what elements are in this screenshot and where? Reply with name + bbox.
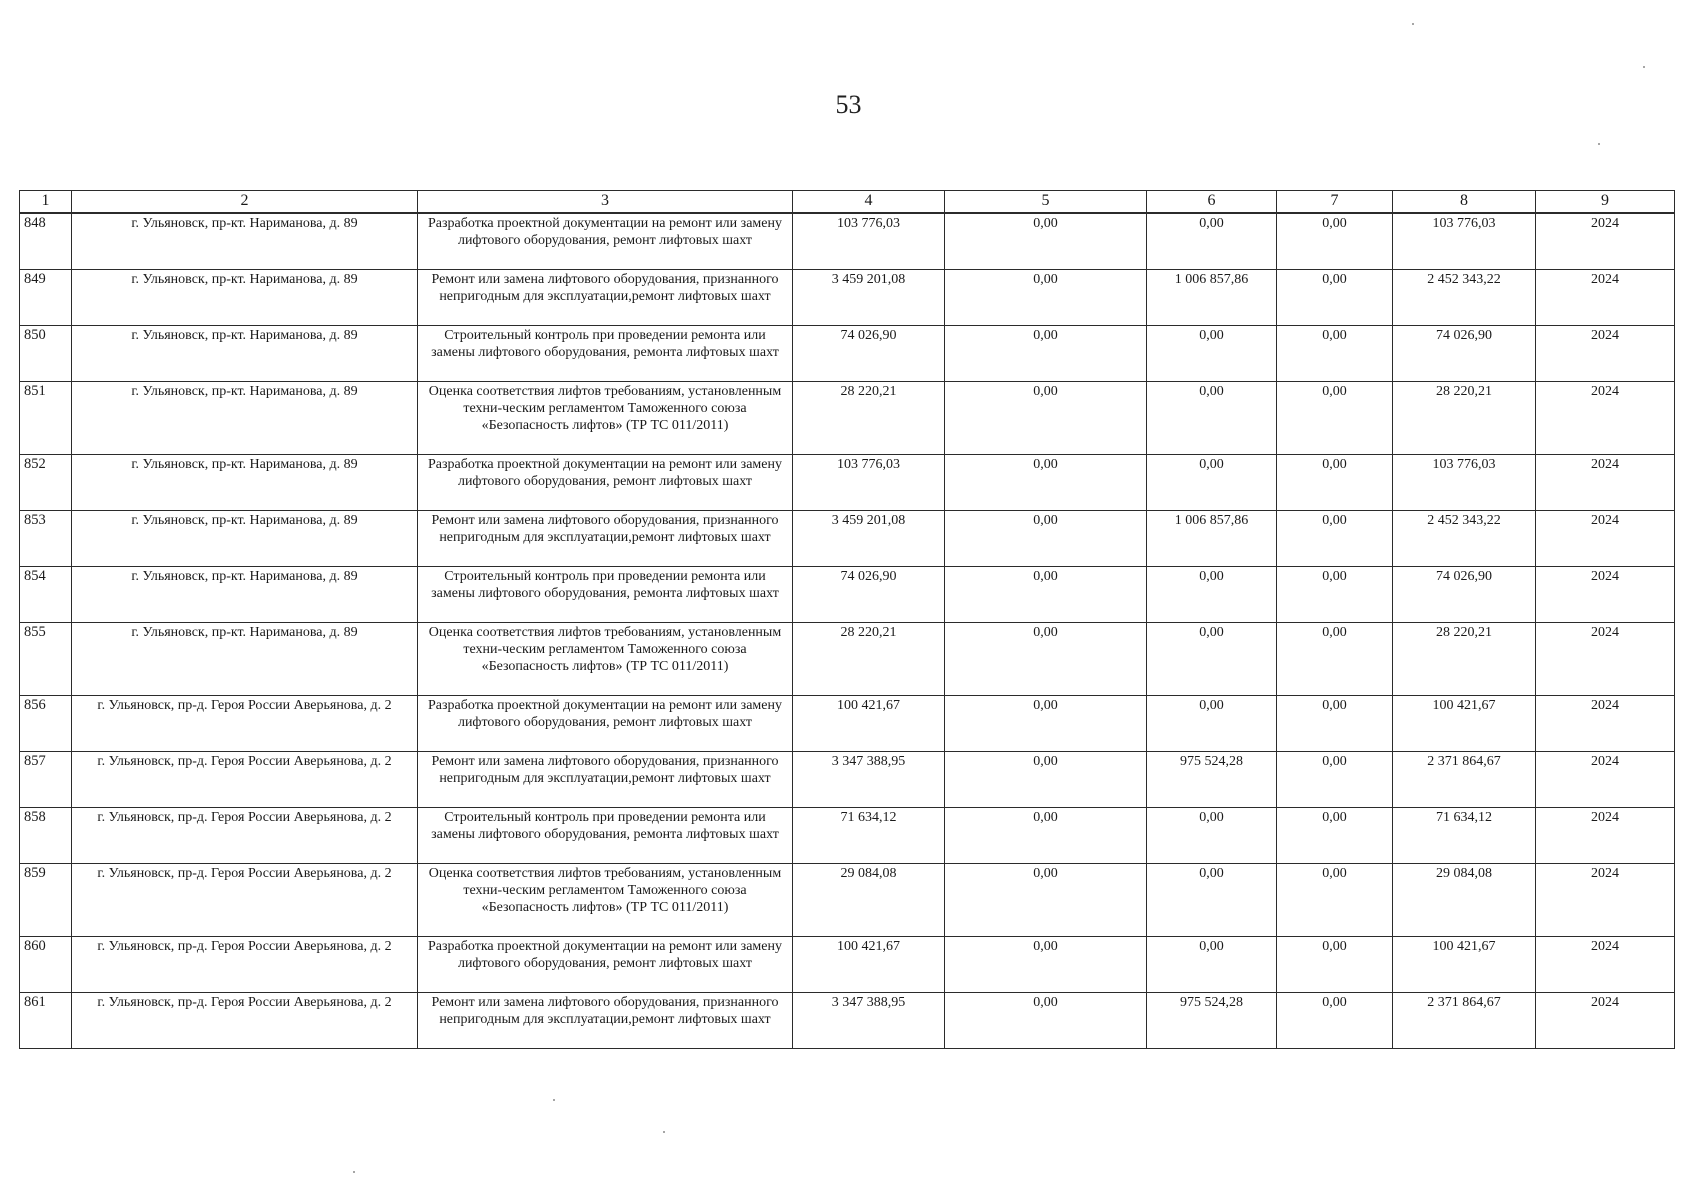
row-number: 853 [20, 511, 72, 567]
column-6-value-cell: 0,00 [1147, 623, 1277, 696]
column-7-value-cell: 0,00 [1277, 623, 1393, 696]
column-8-value-cell: 28 220,21 [1393, 623, 1536, 696]
column-8-value-cell: 2 371 864,67 [1393, 752, 1536, 808]
year-cell: 2024 [1536, 382, 1675, 455]
row-number: 851 [20, 382, 72, 455]
column-8-value-cell: 74 026,90 [1393, 326, 1536, 382]
scan-speck [1643, 66, 1645, 68]
column-6-value-cell: 0,00 [1147, 326, 1277, 382]
address-cell: г. Ульяновск, пр-кт. Нариманова, д. 89 [72, 567, 418, 623]
column-7-value-cell: 0,00 [1277, 326, 1393, 382]
work-type-cell: Оценка соответствия лифтов требованиям, установленным техни-ческим регламентом Таможенного союза «Безопасность лифтов» (ТР ТС 011/2011) [418, 864, 793, 937]
work-type-cell: Оценка соответствия лифтов требованиям, установленным техни-ческим регламентом Таможенного союза «Безопасность лифтов» (ТР ТС 011/2011) [418, 623, 793, 696]
column-5-value-cell: 0,00 [945, 808, 1147, 864]
year-cell: 2024 [1536, 752, 1675, 808]
column-5-value-cell: 0,00 [945, 567, 1147, 623]
row-number: 859 [20, 864, 72, 937]
column-8-value-cell: 2 452 343,22 [1393, 270, 1536, 326]
column-8-value-cell: 100 421,67 [1393, 937, 1536, 993]
column-5-value-cell: 0,00 [945, 993, 1147, 1049]
column-number-6: 6 [1147, 191, 1277, 214]
address-cell: г. Ульяновск, пр-кт. Нариманова, д. 89 [72, 382, 418, 455]
year-cell: 2024 [1536, 270, 1675, 326]
column-7-value-cell: 0,00 [1277, 752, 1393, 808]
column-number-row [20, 191, 1675, 214]
column-8-value-cell: 28 220,21 [1393, 382, 1536, 455]
address-cell: г. Ульяновск, пр-д. Героя России Аверьянова, д. 2 [72, 937, 418, 993]
column-number-7: 7 [1277, 191, 1393, 214]
column-7-value-cell: 0,00 [1277, 270, 1393, 326]
work-type-cell: Разработка проектной документации на ремонт или замену лифтового оборудования, ремонт лифтовых шахт [418, 696, 793, 752]
scan-speck [1412, 23, 1414, 25]
year-cell: 2024 [1536, 213, 1675, 270]
address-cell: г. Ульяновск, пр-д. Героя России Аверьянова, д. 2 [72, 752, 418, 808]
address-cell: г. Ульяновск, пр-д. Героя России Аверьянова, д. 2 [72, 864, 418, 937]
column-5-value-cell: 0,00 [945, 213, 1147, 270]
total-cost-cell: 74 026,90 [793, 567, 945, 623]
column-5-value-cell: 0,00 [945, 752, 1147, 808]
total-cost-cell: 3 459 201,08 [793, 270, 945, 326]
work-type-cell: Ремонт или замена лифтового оборудования, признанного непригодным для эксплуатации,ремонт лифтовых шахт [418, 511, 793, 567]
column-number-4: 4 [793, 191, 945, 214]
table-row [20, 511, 1675, 567]
total-cost-cell: 3 347 388,95 [793, 993, 945, 1049]
column-7-value-cell: 0,00 [1277, 511, 1393, 567]
column-6-value-cell: 975 524,28 [1147, 993, 1277, 1049]
column-8-value-cell: 29 084,08 [1393, 864, 1536, 937]
column-5-value-cell: 0,00 [945, 382, 1147, 455]
column-6-value-cell: 1 006 857,86 [1147, 270, 1277, 326]
address-cell: г. Ульяновск, пр-д. Героя России Аверьянова, д. 2 [72, 993, 418, 1049]
column-8-value-cell: 2 371 864,67 [1393, 993, 1536, 1049]
column-6-value-cell: 0,00 [1147, 864, 1277, 937]
table-row [20, 623, 1675, 696]
row-number: 849 [20, 270, 72, 326]
column-6-value-cell: 0,00 [1147, 937, 1277, 993]
year-cell: 2024 [1536, 623, 1675, 696]
column-8-value-cell: 103 776,03 [1393, 455, 1536, 511]
column-8-value-cell: 2 452 343,22 [1393, 511, 1536, 567]
column-6-value-cell: 1 006 857,86 [1147, 511, 1277, 567]
total-cost-cell: 3 459 201,08 [793, 511, 945, 567]
year-cell: 2024 [1536, 511, 1675, 567]
column-number-9: 9 [1536, 191, 1675, 214]
year-cell: 2024 [1536, 993, 1675, 1049]
column-5-value-cell: 0,00 [945, 511, 1147, 567]
address-cell: г. Ульяновск, пр-д. Героя России Аверьянова, д. 2 [72, 808, 418, 864]
total-cost-cell: 103 776,03 [793, 213, 945, 270]
column-5-value-cell: 0,00 [945, 937, 1147, 993]
year-cell: 2024 [1536, 567, 1675, 623]
address-cell: г. Ульяновск, пр-кт. Нариманова, д. 89 [72, 270, 418, 326]
column-7-value-cell: 0,00 [1277, 993, 1393, 1049]
work-type-cell: Строительный контроль при проведении ремонта или замены лифтового оборудования, ремонта лифтовых шахт [418, 808, 793, 864]
row-number: 852 [20, 455, 72, 511]
column-5-value-cell: 0,00 [945, 270, 1147, 326]
address-cell: г. Ульяновск, пр-кт. Нариманова, д. 89 [72, 511, 418, 567]
table-row [20, 567, 1675, 623]
column-8-value-cell: 100 421,67 [1393, 696, 1536, 752]
table-row [20, 864, 1675, 937]
table-row [20, 696, 1675, 752]
column-number-1: 1 [20, 191, 72, 214]
column-number-3: 3 [418, 191, 793, 214]
row-number: 855 [20, 623, 72, 696]
scan-speck [663, 1131, 665, 1133]
row-number: 850 [20, 326, 72, 382]
work-type-cell: Разработка проектной документации на ремонт или замену лифтового оборудования, ремонт лифтовых шахт [418, 213, 793, 270]
column-7-value-cell: 0,00 [1277, 696, 1393, 752]
column-6-value-cell: 0,00 [1147, 213, 1277, 270]
table-row [20, 937, 1675, 993]
column-7-value-cell: 0,00 [1277, 382, 1393, 455]
column-5-value-cell: 0,00 [945, 864, 1147, 937]
table-row [20, 752, 1675, 808]
total-cost-cell: 100 421,67 [793, 937, 945, 993]
column-7-value-cell: 0,00 [1277, 864, 1393, 937]
address-cell: г. Ульяновск, пр-кт. Нариманова, д. 89 [72, 623, 418, 696]
works-table-container [19, 190, 1674, 1049]
column-7-value-cell: 0,00 [1277, 808, 1393, 864]
table-row [20, 382, 1675, 455]
scan-speck [553, 1099, 555, 1101]
work-type-cell: Строительный контроль при проведении ремонта или замены лифтового оборудования, ремонта лифтовых шахт [418, 567, 793, 623]
column-5-value-cell: 0,00 [945, 326, 1147, 382]
column-number-5: 5 [945, 191, 1147, 214]
address-cell: г. Ульяновск, пр-кт. Нариманова, д. 89 [72, 455, 418, 511]
total-cost-cell: 28 220,21 [793, 382, 945, 455]
column-6-value-cell: 975 524,28 [1147, 752, 1277, 808]
table-body [20, 191, 1675, 1049]
column-number-2: 2 [72, 191, 418, 214]
row-number: 860 [20, 937, 72, 993]
column-5-value-cell: 0,00 [945, 623, 1147, 696]
year-cell: 2024 [1536, 326, 1675, 382]
table-row [20, 326, 1675, 382]
table-row [20, 993, 1675, 1049]
year-cell: 2024 [1536, 455, 1675, 511]
table-row [20, 213, 1675, 270]
year-cell: 2024 [1536, 864, 1675, 937]
address-cell: г. Ульяновск, пр-кт. Нариманова, д. 89 [72, 326, 418, 382]
row-number: 854 [20, 567, 72, 623]
total-cost-cell: 100 421,67 [793, 696, 945, 752]
year-cell: 2024 [1536, 937, 1675, 993]
address-cell: г. Ульяновск, пр-д. Героя России Аверьянова, д. 2 [72, 696, 418, 752]
year-cell: 2024 [1536, 696, 1675, 752]
scan-speck [353, 1171, 355, 1173]
work-type-cell: Ремонт или замена лифтового оборудования, признанного непригодным для эксплуатации,ремонт лифтовых шахт [418, 752, 793, 808]
address-cell: г. Ульяновск, пр-кт. Нариманова, д. 89 [72, 213, 418, 270]
column-7-value-cell: 0,00 [1277, 213, 1393, 270]
work-type-cell: Разработка проектной документации на ремонт или замену лифтового оборудования, ремонт лифтовых шахт [418, 455, 793, 511]
work-type-cell: Оценка соответствия лифтов требованиям, установленным техни-ческим регламентом Таможенного союза «Безопасность лифтов» (ТР ТС 011/2011) [418, 382, 793, 455]
column-6-value-cell: 0,00 [1147, 382, 1277, 455]
row-number: 856 [20, 696, 72, 752]
row-number: 861 [20, 993, 72, 1049]
column-7-value-cell: 0,00 [1277, 567, 1393, 623]
table-row [20, 808, 1675, 864]
column-6-value-cell: 0,00 [1147, 567, 1277, 623]
year-cell: 2024 [1536, 808, 1675, 864]
column-number-8: 8 [1393, 191, 1536, 214]
page-number: 53 [835, 90, 862, 119]
work-type-cell: Ремонт или замена лифтового оборудования, признанного непригодным для эксплуатации,ремонт лифтовых шахт [418, 993, 793, 1049]
total-cost-cell: 29 084,08 [793, 864, 945, 937]
column-6-value-cell: 0,00 [1147, 808, 1277, 864]
total-cost-cell: 71 634,12 [793, 808, 945, 864]
work-type-cell: Разработка проектной документации на ремонт или замену лифтового оборудования, ремонт лифтовых шахт [418, 937, 793, 993]
scan-speck [1598, 143, 1600, 145]
column-7-value-cell: 0,00 [1277, 937, 1393, 993]
total-cost-cell: 3 347 388,95 [793, 752, 945, 808]
column-8-value-cell: 71 634,12 [1393, 808, 1536, 864]
column-6-value-cell: 0,00 [1147, 455, 1277, 511]
row-number: 848 [20, 213, 72, 270]
column-6-value-cell: 0,00 [1147, 696, 1277, 752]
column-5-value-cell: 0,00 [945, 696, 1147, 752]
column-8-value-cell: 74 026,90 [1393, 567, 1536, 623]
column-5-value-cell: 0,00 [945, 455, 1147, 511]
column-7-value-cell: 0,00 [1277, 455, 1393, 511]
row-number: 857 [20, 752, 72, 808]
total-cost-cell: 103 776,03 [793, 455, 945, 511]
total-cost-cell: 74 026,90 [793, 326, 945, 382]
row-number: 858 [20, 808, 72, 864]
work-type-cell: Ремонт или замена лифтового оборудования, признанного непригодным для эксплуатации,ремонт лифтовых шахт [418, 270, 793, 326]
works-table [19, 190, 1675, 1049]
column-8-value-cell: 103 776,03 [1393, 213, 1536, 270]
table-row [20, 455, 1675, 511]
total-cost-cell: 28 220,21 [793, 623, 945, 696]
table-row [20, 270, 1675, 326]
work-type-cell: Строительный контроль при проведении ремонта или замены лифтового оборудования, ремонта лифтовых шахт [418, 326, 793, 382]
